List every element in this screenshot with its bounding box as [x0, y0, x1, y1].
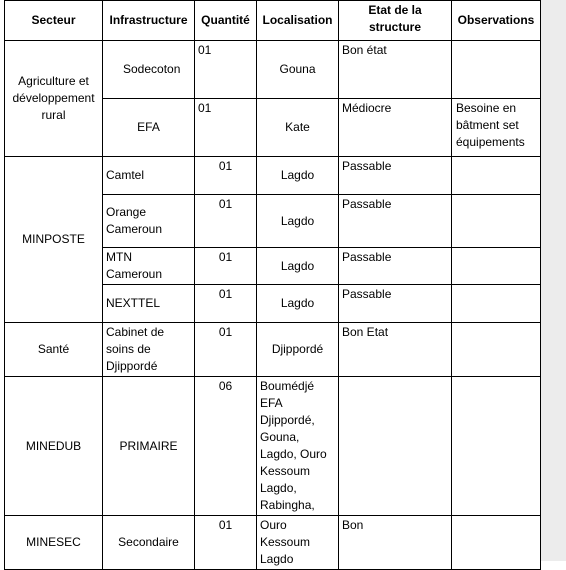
right-gutter [541, 0, 566, 561]
table-row [5, 377, 541, 516]
etat-cell: Passable [339, 285, 452, 323]
qty-cell: 01 [195, 157, 257, 195]
etat-cell: Médiocre [339, 99, 452, 157]
loc-cell: Boumédjé EFA Djippordé, Gouna, Lagdo, Ouro Kessoum Lagdo, Rabingha, [257, 377, 339, 516]
loc-cell: Ouro Kessoum Lagdo [257, 516, 339, 570]
etat-cell: Passable [339, 195, 452, 248]
secteur-cell: MINPOSTE [5, 157, 103, 323]
infra-cell: PRIMAIRE [103, 377, 195, 516]
infra-cell: NEXTTEL [103, 285, 195, 323]
infra-cell: Sodecoton [103, 41, 195, 99]
obs-cell [452, 377, 541, 516]
table-row [5, 157, 541, 195]
etat-cell: Bon état [339, 41, 452, 99]
secteur-cell: Santé [5, 323, 103, 377]
qty-cell: 06 [195, 377, 257, 516]
qty-cell: 01 [195, 248, 257, 285]
etat-cell: Passable [339, 157, 452, 195]
header-observations: Observations [452, 1, 541, 41]
qty-cell: 01 [195, 285, 257, 323]
obs-cell [452, 285, 541, 323]
header-quantite: Quantité [195, 1, 257, 41]
secteur-cell: MINEDUB [5, 377, 103, 516]
loc-cell: Lagdo [257, 248, 339, 285]
secteur-cell: MINESEC [5, 516, 103, 570]
qty-cell: 01 [195, 99, 257, 157]
etat-cell: Passable [339, 248, 452, 285]
etat-cell [339, 377, 452, 516]
infra-cell: MTN Cameroun [103, 248, 195, 285]
obs-cell [452, 195, 541, 248]
obs-cell [452, 41, 541, 99]
loc-cell: Kate [257, 99, 339, 157]
table-row [5, 323, 541, 377]
secteur-cell: Agriculture et développement rural [5, 41, 103, 157]
loc-cell: Gouna [257, 41, 339, 99]
infra-cell: Secondaire [103, 516, 195, 570]
infra-cell: Orange Cameroun [103, 195, 195, 248]
obs-cell [452, 323, 541, 377]
infra-cell: Cabinet de soins de Djippordé [103, 323, 195, 377]
qty-cell: 01 [195, 41, 257, 99]
header-localisation: Localisation [257, 1, 339, 41]
qty-cell: 01 [195, 516, 257, 570]
header-etat: Etat de la structure [339, 1, 452, 41]
loc-cell: Djippordé [257, 323, 339, 377]
etat-cell: Bon [339, 516, 452, 570]
infra-cell: EFA [103, 99, 195, 157]
obs-cell: Besoine en bâtment set équipements [452, 99, 541, 157]
table-row [5, 516, 541, 570]
obs-cell [452, 516, 541, 570]
loc-cell: Lagdo [257, 157, 339, 195]
table-row [5, 41, 541, 99]
obs-cell [452, 157, 541, 195]
qty-cell: 01 [195, 323, 257, 377]
header-row [5, 1, 541, 41]
loc-cell: Lagdo [257, 195, 339, 248]
loc-cell: Lagdo [257, 285, 339, 323]
header-infrastructure: Infrastructure [103, 1, 195, 41]
etat-cell: Bon Etat [339, 323, 452, 377]
qty-cell: 01 [195, 195, 257, 248]
infra-cell: Camtel [103, 157, 195, 195]
obs-cell [452, 248, 541, 285]
header-secteur: Secteur [5, 1, 103, 41]
infrastructure-table [4, 0, 541, 570]
